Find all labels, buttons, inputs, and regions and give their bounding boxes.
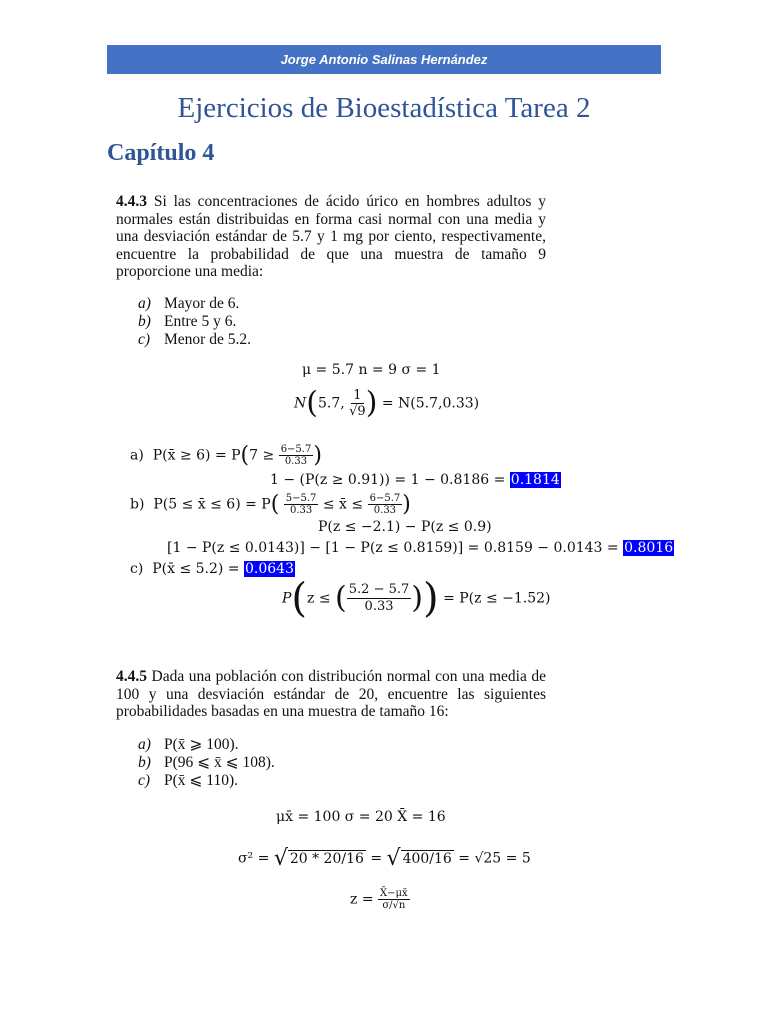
solution-c-line1: c) P(x̄ ≤ 5.2) = 0.0643: [130, 561, 294, 577]
result-a-highlight: 0.1814: [510, 472, 560, 488]
option-a: a) Mayor de 6.: [138, 295, 240, 312]
problem-4-4-5-statement: [116, 668, 546, 721]
result-b-highlight: 0.8016: [624, 540, 674, 556]
solution-c-line2: P(z ≤ ( $\frac{5.2 - 5.7}{0.33}$ )) = P(z ≤ −1.52): [282, 575, 551, 622]
params-line-2: μx̄ = 100 σ = 20 X̄ = 16: [276, 809, 446, 825]
variance-eq: σ² = √ 20 * 20/16 = √ 400/16 = √25 = 5: [238, 846, 531, 871]
problem-number: 4.4.3: [116, 193, 147, 210]
problem-4-4-5-options: [138, 736, 275, 790]
params-line: μ = 5.7 n = 9 σ = 1: [302, 362, 441, 378]
problem-4-4-3-options: [138, 295, 251, 349]
solution-a-line2: 1 − (P(z ≥ 0.91)) = 1 − 0.8186 = 0.1814: [270, 472, 560, 488]
author-header-bar: [107, 45, 661, 74]
option-c: c) Menor de 5.2.: [138, 331, 251, 348]
problem-4-4-3-statement: [116, 193, 546, 281]
normal-distribution-eq: N(5.7, $\frac{1}{√9}$ ) = N(5.7,0.33): [294, 385, 480, 421]
problem-number: 4.4.5: [116, 668, 147, 685]
solution-b-line1: b) P(5 ≤ x̄ ≤ 6) = P( $\frac{5-5.7}{0.33}$ ≤ x̄ ≤ $\frac{6-5.7}{0.33}$ ): [130, 492, 411, 517]
problem-text: Si las concentraciones de ácido úrico en hombres adultos y normales están distribuidas en forma casi normal con una media y una desviación estándar de 5.7 y 1 mg por ciento, respectivamente, encuentre la probabilidad de que una muestra de tamaño 9 proporcione una media:: [116, 193, 546, 280]
result-c-highlight: 0.0643: [245, 561, 294, 577]
problem-text: Dada una población con distribución normal con una media de 100 y una desviación estándar de 20, encuentre las siguientes probabilidades basadas en una muestra de tamaño 16:: [116, 668, 546, 720]
option-c: c) P(x̄ ⩽ 110).: [138, 772, 238, 789]
chapter-heading: Capítulo 4: [107, 140, 215, 166]
option-a: a) P(x̄ ⩾ 100).: [138, 736, 239, 753]
document-title: Ejercicios de Bioestadística Tarea 2: [177, 92, 591, 124]
author-name: Jorge Antonio Salinas Hernández: [280, 52, 488, 67]
solution-a-line1: a) P(x̄ ≥ 6) = P(7 ≥ $\frac{6-5.7}{0.33}$ ): [130, 443, 322, 468]
solution-b-line3: [1 − P(z ≤ 0.0143)] − [1 − P(z ≤ 0.8159)] = 0.8159 − 0.0143 = 0.8016: [167, 540, 674, 556]
z-formula: z = $\frac{X̄-\mu x̄}{\sigma/√n}$: [350, 888, 408, 911]
solution-b-line2: P(z ≤ −2.1) − P(z ≤ 0.9): [318, 519, 492, 535]
option-b: b) P(96 ⩽ x̄ ⩽ 108).: [138, 754, 275, 771]
option-b: b) Entre 5 y 6.: [138, 313, 237, 330]
